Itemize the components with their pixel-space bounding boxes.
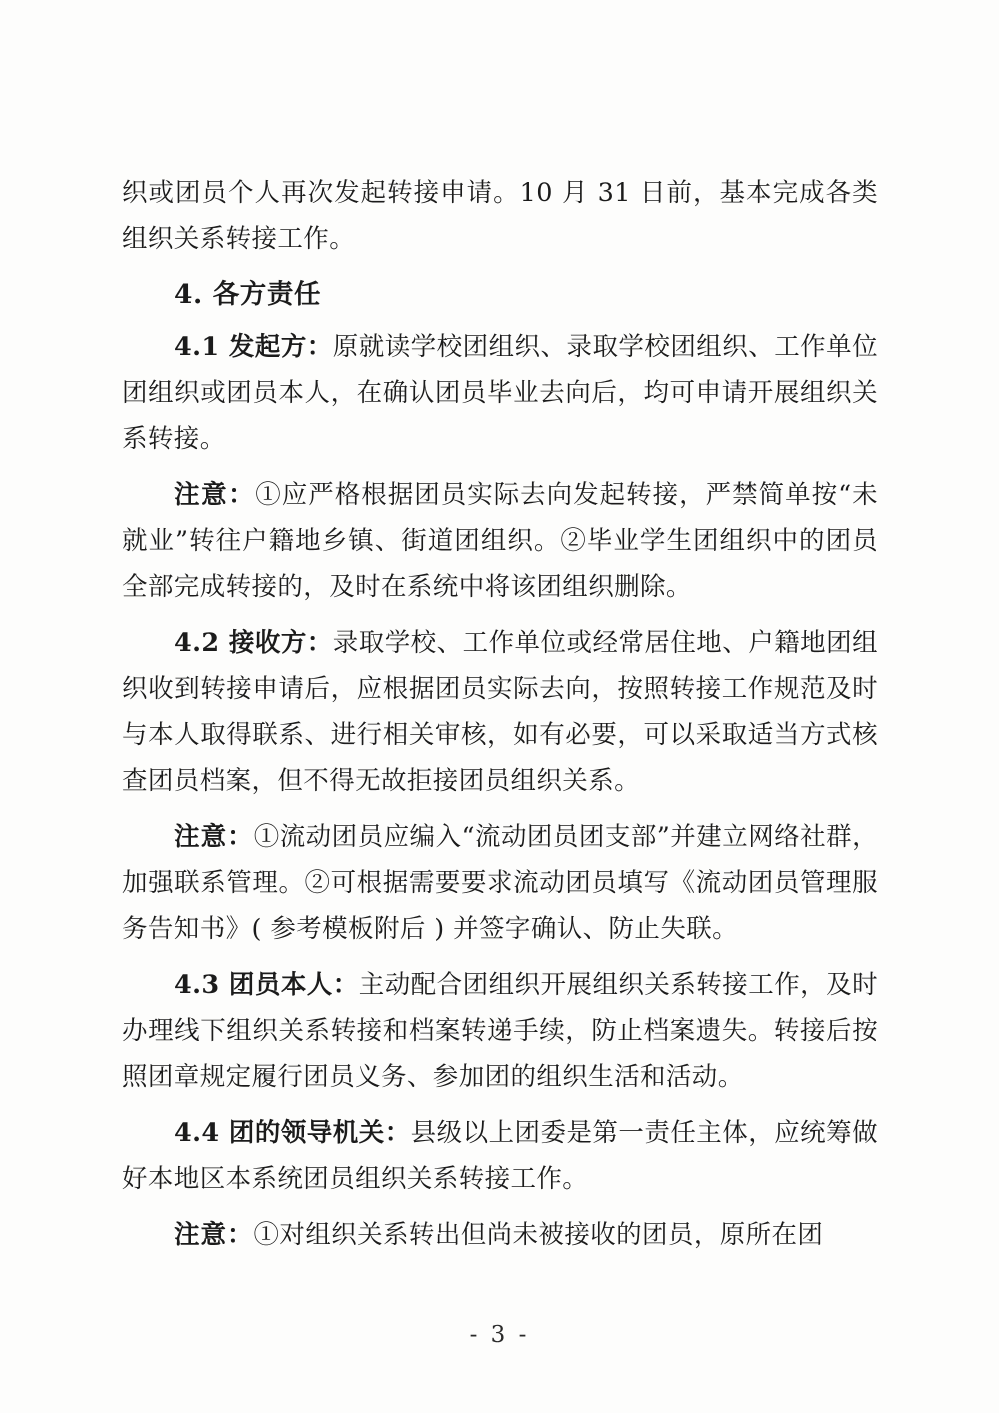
document-body bbox=[122, 170, 878, 1260]
note-text: ①应严格根据团员实际去向发起转接，严禁简单按“未就业”转往户籍地乡镇、街道团组织。②毕业学生团组织中的团员全部完成转接的，及时在系统中将该团组织删除。 bbox=[122, 480, 878, 602]
note-4-4 bbox=[122, 1212, 878, 1258]
note-lead: 注意： bbox=[174, 822, 254, 852]
paragraph-text: 录取学校、工作单位或经常居住地、户籍地团组织收到转接申请后，应根据团员实际去向，按照转接工作规范及时与本人取得联系、进行相关审核，如有必要，可以采取适当方式核查团员档案，但不得无故拒接团员组织关系。 bbox=[122, 628, 878, 796]
note-4-1 bbox=[122, 472, 878, 610]
note-4-2 bbox=[122, 814, 878, 952]
paragraph-lead: 4.3 团员本人： bbox=[174, 970, 359, 1000]
paragraph-text: 织或团员个人再次发起转接申请。10 月 31 日前，基本完成各类组织关系转接工作。 bbox=[122, 178, 878, 254]
paragraph-lead: 4.1 发起方： bbox=[174, 332, 333, 362]
page-number: - 3 - bbox=[469, 1322, 530, 1348]
paragraph-text: 县级以上团委是第一责任主体，应统筹做好本地区本系统团员组织关系转接工作。 bbox=[122, 1118, 878, 1194]
paragraph-lead: 4.2 接收方： bbox=[174, 628, 333, 658]
paragraph-4-2 bbox=[122, 620, 878, 804]
note-lead: 注意： bbox=[174, 480, 256, 510]
paragraph-text: 原就读学校团组织、录取学校团组织、工作单位团组织或团员本人，在确认团员毕业去向后，均可申请开展组织关系转接。 bbox=[122, 332, 878, 454]
paragraph-lead: 4.4 团的领导机关： bbox=[174, 1118, 411, 1148]
note-lead: 注意： bbox=[174, 1220, 254, 1250]
paragraph-continuation bbox=[122, 170, 878, 262]
note-text: ①流动团员应编入“流动团员团支部”并建立网络社群，加强联系管理。②可根据需要要求流动团员填写《流动团员管理服务告知书》( 参考模板附后 ) 并签字确认、防止失联。 bbox=[122, 822, 878, 944]
heading-text: 4. 各方责任 bbox=[174, 279, 322, 310]
note-text: ①对组织关系转出但尚未被接收的团员，原所在团 bbox=[253, 1220, 824, 1250]
paragraph-4-3 bbox=[122, 962, 878, 1100]
section-heading-4 bbox=[122, 270, 878, 320]
paragraph-text: 主动配合团组织开展组织关系转接工作，及时办理线下组织关系转接和档案转递手续，防止档案遗失。转接后按照团章规定履行团员义务、参加团的组织生活和活动。 bbox=[122, 970, 878, 1092]
paragraph-4-4 bbox=[122, 1110, 878, 1202]
paragraph-4-1 bbox=[122, 324, 878, 462]
